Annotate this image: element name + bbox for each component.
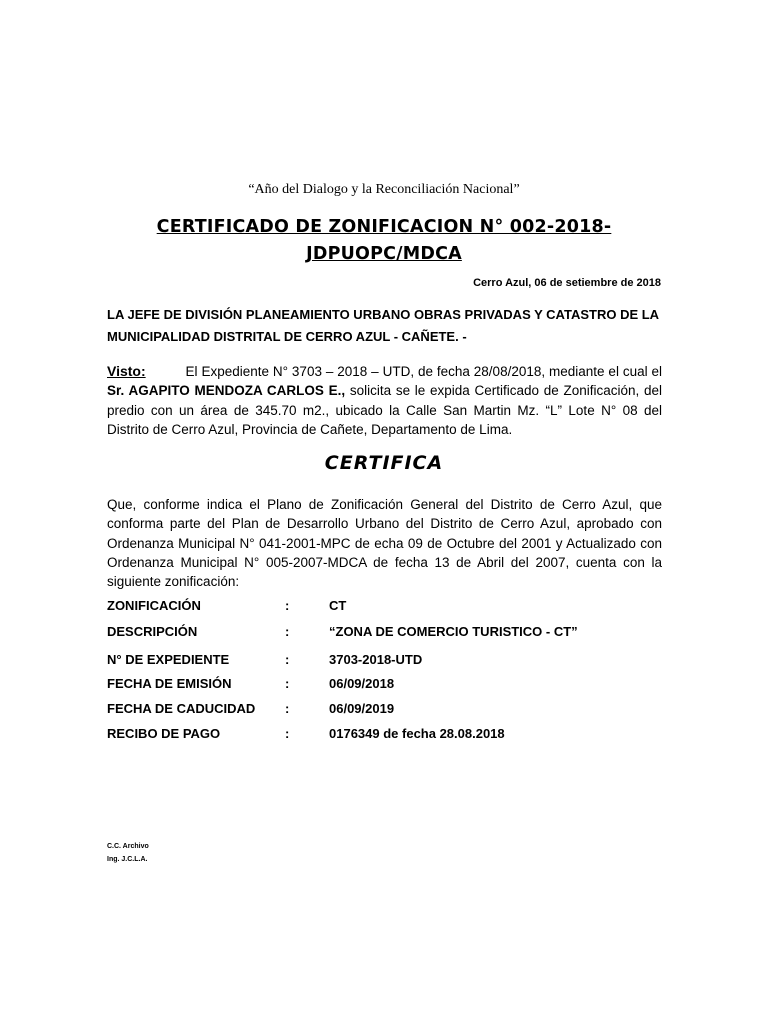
field-row [107, 624, 667, 652]
certifica-heading: CERTIFICA [324, 452, 444, 474]
field-label: FECHA DE EMISIÓN [107, 676, 232, 691]
copy-notes [107, 840, 149, 866]
field-separator: : [285, 652, 290, 667]
field-separator: : [285, 598, 290, 613]
field-label: N° DE EXPEDIENTE [107, 652, 230, 667]
field-row [107, 701, 667, 726]
field-value: 0176349 de fecha 28.08.2018 [329, 726, 505, 741]
field-value: 06/09/2019 [329, 701, 395, 716]
field-label: DESCRIPCIÓN [107, 624, 198, 639]
field-row [107, 598, 667, 624]
field-separator: : [285, 726, 290, 741]
visto-label: Visto: [107, 363, 146, 379]
field-separator: : [285, 676, 290, 691]
field-label: FECHA DE CADUCIDAD [107, 701, 256, 716]
date-line: Cerro Azul, 06 de setiembre de 2018 [473, 277, 661, 289]
cc-initials: Ing. J.C.L.A. [107, 856, 148, 863]
certificate-title: CERTIFICADO DE ZONIFICACION N° 002-2018-JDPUOPC/MDCA [156, 217, 612, 264]
field-label: RECIBO DE PAGO [107, 726, 221, 741]
cc-archive: C.C. Archivo [107, 843, 149, 850]
applicant-name: Sr. AGAPITO MENDOZA CARLOS E., [107, 383, 346, 399]
visto-text-after: solicita se le expida Certificado de Zonificación, del predio con un área de 345.70 m2., ubicado la Calle San Martin Mz. “L” Lote N° 08 del Distrito de Cerro Azul, Provincia de Cañete, Departamento de Lima. [107, 383, 662, 437]
zoning-fields [107, 598, 667, 752]
field-value: “ZONA DE COMERCIO TURISTICO - CT” [329, 624, 578, 639]
field-value: 3703-2018-UTD [329, 652, 423, 667]
field-value: 06/09/2018 [329, 676, 395, 691]
field-row [107, 676, 667, 701]
year-motto: “Año del Dialogo y la Reconciliación Nacional” [248, 182, 520, 197]
field-value: CT [329, 598, 347, 613]
field-row [107, 726, 667, 752]
field-row [107, 652, 667, 676]
visto-paragraph [107, 362, 662, 439]
zoning-paragraph: Que, conforme indica el Plano de Zonificación General del Distrito de Cerro Azul, que conforma parte del Plan de Desarrollo Urbano del Distrito de Cerro Azul, aprobado con Ordenanza Municipal N° 041-2001-MPC de echa 09 de Octubre del 2001 y Actualizado con Ordenanza Municipal N° 005-2007-MDCA de fecha 13 de Abril del 2007, cuenta con la siguiente zonificación: [107, 497, 662, 590]
visto-text-before: El Expediente N° 3703 – 2018 – UTD, de fecha 28/08/2018, mediante el cual el [185, 364, 662, 379]
field-separator: : [285, 624, 290, 639]
field-label: ZONIFICACIÓN [107, 598, 201, 613]
issuing-authority: LA JEFE DE DIVISIÓN PLANEAMIENTO URBANO OBRAS PRIVADAS Y CATASTRO DE LA MUNICIPALIDAD DISTRITAL DE CERRO AZUL - CAÑETE. - [107, 307, 659, 344]
field-separator: : [285, 701, 290, 716]
